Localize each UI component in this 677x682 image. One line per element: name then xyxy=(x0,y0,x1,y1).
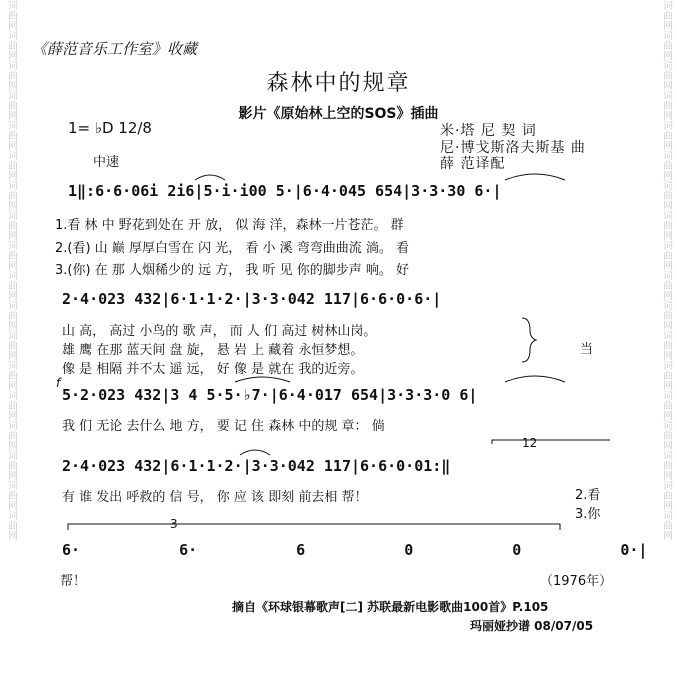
lyric-line-2-verse-2: 雄 鹰 在那 蓝天间 盘 旋， 悬 岩 上 藏着 永恒梦想。 xyxy=(62,343,364,358)
watermark-text: 词曲网 xyxy=(660,510,672,540)
watermark-text: 词曲网 xyxy=(5,510,17,540)
watermark-text: 词曲网 xyxy=(5,90,17,120)
lyric-line-1-verse-2: 2.(看) 山 巅 厚厚白雪在 闪 光， 看 小 溪 弯弯曲曲流 淌。 看 xyxy=(55,241,410,256)
verse-2-lead: 2.看 xyxy=(575,488,601,503)
watermark-text: 词曲网 xyxy=(660,60,672,90)
watermark-text: 词曲网 xyxy=(660,300,672,330)
song-title: 森林中的规章 xyxy=(266,71,411,96)
slur-mark xyxy=(505,376,565,382)
composer-credit: 尼·博戈斯洛夫斯基 曲 xyxy=(440,140,586,156)
watermark-text: 词曲网 xyxy=(5,330,17,360)
verse-3-lead: 3.你 xyxy=(575,507,601,522)
watermark-text: 词曲网 xyxy=(5,390,17,420)
slur-mark xyxy=(240,450,270,455)
watermark-text: 词曲网 xyxy=(660,240,672,270)
lyric-line-2-verse-1: 山 高， 高过 小鸟的 歌 声， 而 人 们 高过 树林山岗。 xyxy=(62,324,377,339)
watermark-text: 词曲网 xyxy=(5,60,17,90)
watermark-text: 词曲网 xyxy=(660,120,672,150)
slur-mark xyxy=(235,377,290,382)
watermark-text: 词曲网 xyxy=(660,420,672,450)
notation-line-5: 6· 6· 6 0 0 0·| xyxy=(62,541,648,559)
ending-bracket xyxy=(492,440,610,444)
lyricist-credit: 米·塔 尼 契 词 xyxy=(440,123,537,139)
lyric-line-2-continuation: 当 xyxy=(580,342,594,357)
source-note: 摘自《环球银幕歌声[二] 苏联最新电影歌曲100首》P.105 xyxy=(232,600,549,614)
watermark-text: 词曲网 xyxy=(5,270,17,300)
watermark-text: 词曲网 xyxy=(5,450,17,480)
dynamic-marking: f xyxy=(56,376,61,390)
notation-line-3: 5·2·023 432|3 4 5·5·♭7·|6·4·017 654|3·3·3·0 6| xyxy=(62,386,478,404)
notation-line-2: 2·4·023 432|6·1·1·2·|3·3·042 117|6·6·0·6·| xyxy=(62,290,442,308)
watermark-text: 词曲网 xyxy=(5,120,17,150)
lyric-line-1-verse-3: 3.(你) 在 那 人烟稀少的 远 方， 我 听 见 你的脚步声 响。 好 xyxy=(55,263,410,278)
watermark-text: 词曲网 xyxy=(5,480,17,510)
watermark-text: 词曲网 xyxy=(660,0,672,30)
tempo-marking: 中速 xyxy=(93,155,120,170)
watermark-text: 词曲网 xyxy=(660,450,672,480)
notation-line-1: 1‖:6·6·06i 2i6|5·i·i00 5·|6·4·045 654|3·3·30 6·| xyxy=(68,182,502,200)
key-signature: 1= ♭D 12/8 xyxy=(68,119,152,137)
watermark-text: 词曲网 xyxy=(660,30,672,60)
watermark-text: 词曲网 xyxy=(5,420,17,450)
year-note: （1976年） xyxy=(540,574,613,589)
translator-credit: 薛 范译配 xyxy=(440,156,506,172)
watermark-text: 词曲网 xyxy=(5,30,17,60)
ending-bracket-label: 12 xyxy=(522,436,538,450)
slur-mark xyxy=(195,175,225,180)
watermark-text: 词曲网 xyxy=(660,210,672,240)
lyric-line-2-verse-3: 像 是 相隔 并不太 遥 远， 好 像 是 就在 我的近旁。 xyxy=(62,362,364,377)
watermark-text: 词曲网 xyxy=(5,150,17,180)
watermark-text: 词曲网 xyxy=(5,240,17,270)
tuplet-bracket xyxy=(68,524,560,530)
watermark-text: 词曲网 xyxy=(5,180,17,210)
watermark-text: 词曲网 xyxy=(5,300,17,330)
watermark-text: 词曲网 xyxy=(5,210,17,240)
watermark-text: 词曲网 xyxy=(660,270,672,300)
watermark-text: 词曲网 xyxy=(660,480,672,510)
watermark-text: 词曲网 xyxy=(660,360,672,390)
notation-line-4: 2·4·023 432|6·1·1·2·|3·3·042 117|6·6·0·01:‖ xyxy=(62,457,451,475)
song-subtitle: 影片《原始林上空的SOS》插曲 xyxy=(238,106,439,122)
lyric-line-5: 帮！ xyxy=(60,574,87,589)
watermark-text: 词曲网 xyxy=(660,330,672,360)
lyric-line-3: 我 们 无论 去什么 地 方， 要 记 住 森林 中的规 章： 倘 xyxy=(62,419,385,434)
lyric-line-1-verse-1: 1.看 林 中 野花到处在 开 放， 似 海 洋，森林一片苍茫。 群 xyxy=(55,218,404,233)
watermark-text: 词曲网 xyxy=(5,0,17,30)
watermark-text: 词曲网 xyxy=(660,90,672,120)
watermark-text: 词曲网 xyxy=(660,150,672,180)
copier-note: 玛丽娅抄谱 08/07/05 xyxy=(470,619,594,633)
collection-note: 《薛范音乐工作室》收藏 xyxy=(32,40,198,58)
watermark-text: 词曲网 xyxy=(660,180,672,210)
slur-mark xyxy=(505,174,565,180)
watermark-text: 词曲网 xyxy=(5,360,17,390)
brace-mark xyxy=(522,318,536,362)
tuplet-label: 3 xyxy=(170,517,178,531)
lyric-line-4: 有 谁 发出 呼救的 信 号， 你 应 该 即刻 前去相 帮！ xyxy=(62,490,368,505)
watermark-text: 词曲网 xyxy=(660,390,672,420)
